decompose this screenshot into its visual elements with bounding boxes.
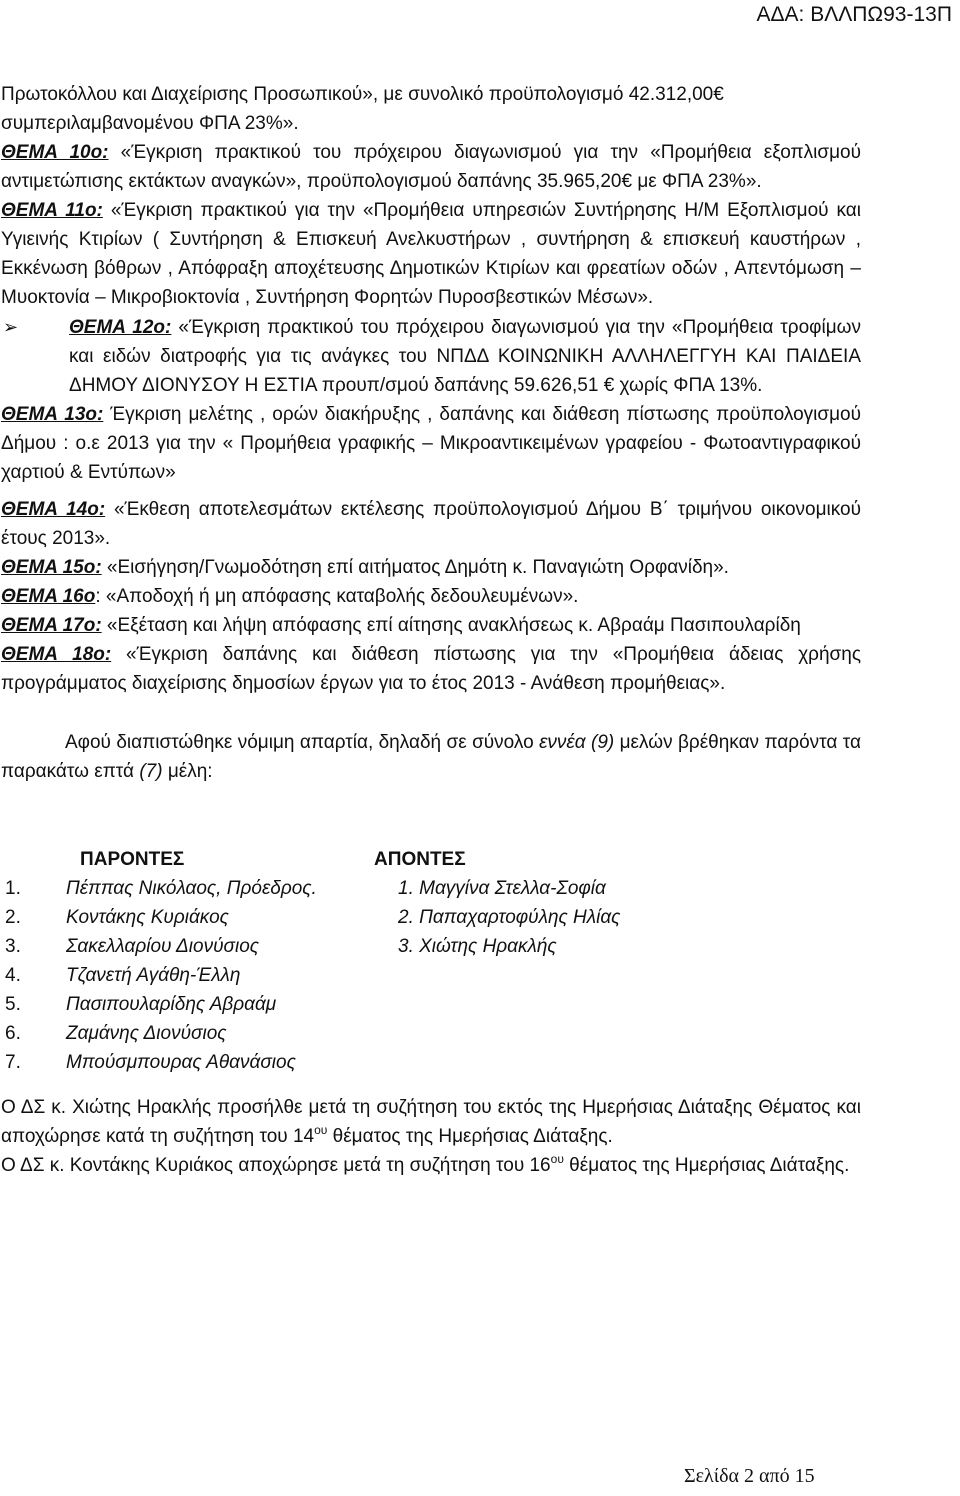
note-2-text-end: θέματος της Ημερήσιας Διάταξης. — [563, 1155, 850, 1176]
item-18-text: «Έγκριση δαπάνης και διάθεση πίστωσης για την «Προμήθεια άδειας χρήσης προγράμματος διαχείρισης δημοσίων έργων για το έτος 2013 - Ανάθεση προμήθειας». — [1, 644, 861, 694]
item-18 — [1, 640, 861, 698]
note-2-superscript: ου — [550, 1152, 564, 1166]
arrow-bullet-icon: ➢ — [3, 317, 19, 337]
quorum-text-3: μέλη: — [162, 761, 213, 782]
present-num: 1. — [5, 878, 21, 899]
present-num: 4. — [5, 965, 21, 986]
item-14-label: ΘΕΜΑ 14ο: — [1, 499, 106, 520]
present-member: Μπούσμπουρας Αθανάσιος — [66, 1052, 296, 1073]
item-11 — [1, 196, 861, 312]
item-16 — [1, 582, 861, 611]
absent-member: 2. Παπαχαρτοφύλης Ηλίας — [398, 907, 621, 928]
item-13-text: Έγκριση μελέτης , ορών διακήρυξης , δαπάνης και διάθεση πίστωσης προϋπολογισμού Δήμου : ο.ε 2013 για την « Προμήθεια γραφικής – Μικροαντικειμένων γραφείου - Φωτοαντιγραφικού χαρτιού & Εντύπων» — [1, 404, 862, 483]
quorum-paragraph — [1, 728, 861, 786]
item-15-text: «Εισήγηση/Γνωμοδότηση επί αιτήματος Δημότη κ. Παναγιώτη Ορφανίδη». — [101, 557, 729, 578]
item-12-text: «Έγκριση πρακτικού του πρόχειρου διαγωνισμού για την «Προμήθεια τροφίμων και ειδών διατροφής για τις ανάγκες του ΝΠΔΔ ΚΟΙΝΩΝΙΚΗ ΑΛΛΗΛΕΓΓΥΗ ΚΑΙ ΠΑΙΔΕΙΑ ΔΗΜΟΥ ΔΙΟΝΥΣΟΥ Η ΕΣΤΙΑ προυπ/σμού δαπάνης 59.626,51 € χωρίς ΦΠΑ 13%. — [69, 317, 862, 396]
present-member: Πασιπουλαρίδης Αβραάμ — [66, 994, 277, 1015]
quorum-total: εννέα (9) — [539, 732, 615, 753]
present-num: 5. — [5, 994, 21, 1015]
item-10 — [1, 138, 861, 196]
present-num: 6. — [5, 1023, 21, 1044]
present-member: Πέππας Νικόλαος, Πρόεδρος. — [66, 878, 317, 899]
note-chiotis — [1, 1093, 861, 1151]
item-12-label: ΘΕΜΑ 12ο: — [69, 317, 172, 338]
item-18-label: ΘΕΜΑ 18ο: — [1, 644, 112, 665]
item-17-text: «Εξέταση και λήψη απόφασης επί αίτησης ανακλήσεως κ. Αβραάμ Πασιπουλαρίδη — [101, 615, 801, 636]
present-header: ΠΑΡΟΝΤΕΣ — [80, 849, 185, 870]
present-member: Κοντάκης Κυριάκος — [66, 907, 229, 928]
document-body — [1, 80, 861, 1180]
item-14-text: «Έκθεση αποτελεσμάτων εκτέλεσης προϋπολογισμού Δήμου Β΄ τριμήνου οικονομικού έτους 2013». — [1, 499, 861, 549]
item-15-label: ΘΕΜΑ 15ο: — [1, 557, 102, 578]
absent-member: 3. Χιώτης Ηρακλής — [398, 936, 557, 957]
present-num: 3. — [5, 936, 21, 957]
item-17 — [1, 611, 861, 640]
present-num: 2. — [5, 907, 21, 928]
item-10-label: ΘΕΜΑ 10ο: — [1, 142, 109, 163]
item-17-label: ΘΕΜΑ 17ο: — [1, 615, 102, 636]
page-number: Σελίδα 2 από 15 — [684, 1465, 815, 1487]
item-13-label: ΘΕΜΑ 13ο: — [1, 404, 104, 425]
note-1-text: Ο ΔΣ κ. Χιώτης Ηρακλής προσήλθε μετά τη συζήτηση του εκτός της Ημερήσιας Διάταξης Θέματος και αποχώρησε κατά τη συζήτηση του 14 — [1, 1097, 861, 1147]
item-14 — [1, 495, 861, 553]
ada-code: ΑΔΑ: ΒΛΛΠΩ93-13Π — [756, 3, 952, 26]
item-13 — [1, 400, 861, 487]
intro-line-1: Πρωτοκόλλου και Διαχείρισης Προσωπικού», με συνολικό προϋπολογισμό 42.312,00€ — [1, 84, 724, 105]
absent-header: ΑΠΟΝΤΕΣ — [374, 849, 466, 870]
item-12 — [1, 313, 861, 400]
absent-member: 1. Μαγγίνα Στελλα-Σοφία — [398, 878, 606, 899]
item-16-label: ΘΕΜΑ 16ο — [1, 586, 96, 607]
note-2-text: Ο ΔΣ κ. Κοντάκης Κυριάκος αποχώρησε μετά τη συζήτηση του 16 — [1, 1155, 551, 1176]
item-11-text: «Έγκριση πρακτικού για την «Προμήθεια υπηρεσιών Συντήρησης Η/Μ Εξοπλισμού και Υγιεινής Κτιρίων ( Συντήρηση & Επισκευή Ανελκυστήρων , συντήρηση & επισκευή καυστήρων , Εκκένωση βόθρων , Απόφραξη αποχέτευσης Δημοτικών Κτιρίων και φρεατίων οδών , Απεντόμωση – Μυοκτονία – Μικροβιοκτονία , Συντήρηση Φορητών Πυροσβεστικών Μέσων». — [1, 200, 861, 308]
present-member: Ζαμάνης Διονύσιος — [66, 1023, 227, 1044]
item-16-text: : «Αποδοχή ή μη απόφασης καταβολής δεδουλευμένων». — [95, 586, 579, 607]
note-kontakis — [1, 1151, 861, 1180]
quorum-text-2: μελών βρέθηκαν παρόντα τα παρακάτω επτά — [1, 732, 861, 782]
item-11-label: ΘΕΜΑ 11ο: — [1, 200, 103, 221]
item-10-text: «Έγκριση πρακτικού του πρόχειρου διαγωνισμού για την «Προμήθεια εξοπλισμού αντιμετώπισης εκτάκτων αναγκών», προϋπολογισμού δαπάνης 35.965,20€ με ΦΠΑ 23%». — [1, 142, 861, 192]
note-1-superscript: ου — [314, 1123, 328, 1137]
attendance-lists — [1, 845, 861, 1075]
present-num: 7. — [5, 1052, 21, 1073]
intro-line-2: συμπεριλαμβανομένου ΦΠΑ 23%». — [1, 113, 299, 134]
quorum-text-1: Αφού διαπιστώθηκε νόμιμη απαρτία, δηλαδή σε σύνολο — [65, 732, 540, 753]
present-member: Σακελλαρίου Διονύσιος — [66, 936, 260, 957]
present-member: Τζανετή Αγάθη-Έλλη — [66, 965, 241, 986]
item-15 — [1, 553, 861, 582]
note-1-text-end: θέματος της Ημερήσιας Διάταξης. — [327, 1126, 613, 1147]
quorum-present-count: (7) — [139, 761, 163, 782]
